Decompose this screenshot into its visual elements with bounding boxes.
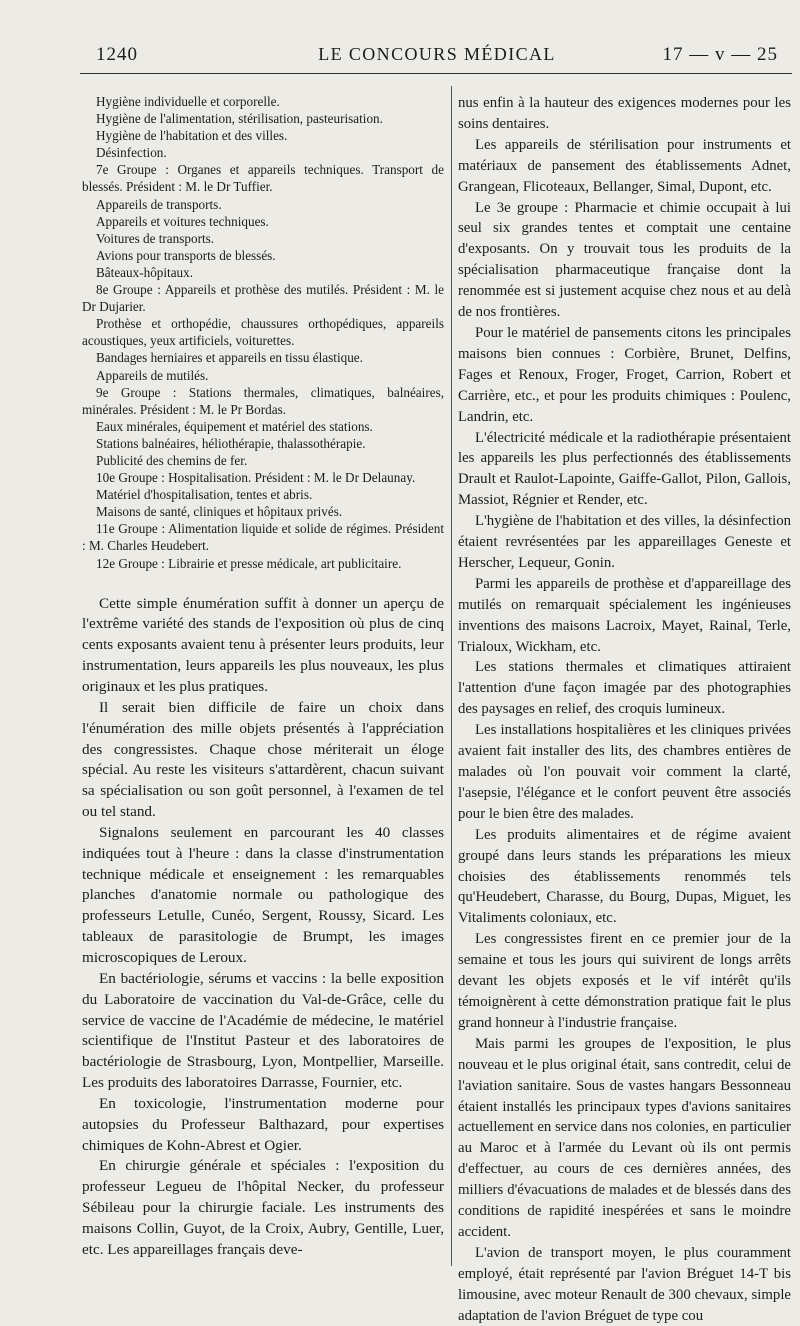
paragraph: En bactériologie, sérums et vaccins : la belle exposition du Laboratoire de vaccination du Val-de-Grâce, celle du service de vaccine de l'Académie de médecine, le matériel scientifique de l'Institut Pasteur et des laboratoires de bactériologie de Strasbourg, Lyon, Montpellier, Marseille. Les produits des laboratoires Darrasse, Fournier, etc.	[82, 969, 444, 1092]
list-item: Appareils de mutilés.	[96, 367, 209, 383]
group-heading: 8e Groupe : Appareils et prothèse des mutilés. Président : M. le Dr Dujarier.	[82, 282, 444, 315]
group-heading: 12e Groupe : Librairie et presse médicale, art publicitaire.	[96, 555, 402, 571]
header-rule	[80, 73, 792, 74]
list-item: Hygiène individuelle et corporelle.	[96, 94, 280, 109]
list-item: Publicité des chemins de fer.	[96, 452, 248, 468]
list-item: Eaux minérales, équipement et matériel des stations.	[96, 418, 373, 434]
paragraph: En toxicologie, l'instrumentation moderne pour autopsies du Professeur Balthazard, pour expertises chimiques de Kohn-Abrest et Ogier.	[82, 1094, 444, 1154]
list-item: Maisons de santé, cliniques et hôpitaux privés.	[96, 504, 343, 520]
paragraph: Pour le matériel de pansements citons les principales maisons bien connues : Corbière, Brunet, Delfins, Fages et Renoux, Froger, Froget, Carrion, Robert et Carrière, etc., et pour les produits chimiques : Poulenc, Landrin, etc.	[458, 324, 791, 425]
exhibition-group-list	[82, 93, 444, 572]
paragraph: Les stations thermales et climatiques attiraient l'attention d'une façon imagée par des photographies des paysages en relief, des croquis lumineux.	[458, 659, 791, 718]
list-item: Matériel d'hospitalisation, tentes et abris.	[96, 487, 313, 503]
list-item: Bâteaux-hôpitaux.	[96, 264, 194, 280]
paragraph: Les installations hospitalières et les cliniques privées avaient fait installer des lits, des chambres entières de malades où l'on pouvait voir comment la clarté, l'asepsie, l'élégance et le confort peuvent être associés pour le bien être des malades.	[458, 722, 791, 822]
list-item: Hygiène de l'alimentation, stérilisation, pasteurisation.	[96, 111, 383, 127]
list-item: Hygiène de l'habitation et des villes.	[96, 128, 288, 144]
paragraph: L'hygiène de l'habitation et des villes, la désinfection étaient revrésentées par les appareillages Geneste et Herscher, Lequeur, Gonin.	[458, 513, 791, 571]
right-column	[458, 93, 791, 1326]
page-number: 1240	[96, 44, 138, 65]
paragraph: Cette simple énumération suffit à donner un aperçu de l'extrême variété des stands de l'exposition où plus de cinq cents exposants avaient tenu à présenter leurs produits, leur instrumentation, leurs appareils les plus nouveaux, les plus originaux et les plus pratiques.	[82, 594, 444, 695]
paragraph: Signalons seulement en parcourant les 40 classes indiquées tout à l'heure : dans la classe d'instrumentation technique médicale et enseignement : les remarquables planches d'anatomie normale ou pathologique des professeurs Letulle, Cunéo, Sergent, Roussy, Sicard. Les tableaux de parasitologie de Brumpt, les images microscopiques de Leroux.	[82, 823, 444, 966]
group-heading: 9e Groupe : Stations thermales, climatiques, balnéaires, minérales. Président : M. le Pr Bordas.	[82, 384, 444, 417]
list-item: Bandages herniaires et appareils en tissu élastique.	[96, 350, 363, 366]
article-body-left	[82, 594, 444, 1261]
journal-title: LE CONCOURS MÉDICAL	[318, 44, 556, 64]
paragraph: Les produits alimentaires et de régime avaient groupé dans leurs stands les préparations les mieux choisies des établissements renommés tels qu'Heudebert, Charasse, du Bourg, Dupas, Miguet, les Vitaliments coloniaux, etc.	[458, 826, 791, 927]
column-divider	[451, 86, 452, 1266]
paragraph: L'avion de transport moyen, le plus couramment employé, était représenté par l'avion Bréguet 14-T bis limousine, avec moteur Renault de 300 chevaux, simple adaptation de l'avion Bréguet de type cou	[458, 1244, 791, 1324]
paragraph: Les appareils de stérilisation pour instruments et matériaux de pansement des établissements Adnet, Grangean, Flicoteaux, Bellanger, Simal, Dupont, etc.	[458, 136, 791, 195]
group-heading: 10e Groupe : Hospitalisation. Président : M. le Dr Delaunay.	[96, 470, 416, 486]
paragraph: Le 3e groupe : Pharmacie et chimie occupait à lui seul six grandes tentes et comptait une centaine d'exposants. On y trouvait tous les produits de la spécialisation pharmaceutique française dont la renommée est si justement acquise chez nous et au delà de nos frontières.	[458, 199, 791, 321]
paragraph: Il serait bien difficile de faire un choix dans l'énumération des mille objets présentés à l'appréciation des congressistes. Chaque chose mériterait un éloge spécial. Au reste les visiteurs s'attardèrent, chacun suivant sa spécialisation ou son goût personnel, à l'examen de tel ou tel stand.	[82, 698, 444, 821]
left-column	[82, 93, 444, 1261]
paragraph: Mais parmi les groupes de l'exposition, le plus nouveau et le plus original était, sans contredit, celui de l'aviation sanitaire. Sous de vastes hangars Bessonneau étaient installés les principaux types d'avions sanitaires actuellement en service dans nos colonies, en particulier au Maroc et à l'armée du Levant où ils ont permis d'effectuer, au cours de ces dernières années, des milliers d'évacuations de malades et de blessés dans des conditions de rapidité inespérées et sans le moindre accident.	[458, 1035, 791, 1240]
group-heading: 11e Groupe : Alimentation liquide et solide de régimes. Président : M. Charles Heudebert.	[82, 521, 444, 554]
paragraph: Parmi les appareils de prothèse et d'appareillage des mutilés on remarquait spécialement les ingénieuses inventions des maisons Lacroix, Mayet, Rainal, Terle, Trialoux, Wickham, etc.	[458, 575, 791, 655]
paragraph: L'électricité médicale et la radiothérapie présentaient les appareils les plus perfectionnés des établissements Drault et Raulot-Lapointe, Gaiffe-Gallot, Pilon, Gallois, Massiot, Régnier et Render, etc.	[458, 429, 791, 509]
issue-date: 17 — v — 25	[662, 44, 778, 65]
paragraph: Les congressistes firent en ce premier jour de la semaine et tous les jours qui suivirent de longs arrêts devant les objets exposés et le vif intérêt qu'ils témoignèrent à cette démonstration pratique fait le plus grand honneur à l'industrie française.	[458, 931, 791, 1031]
list-item: Appareils de transports.	[96, 196, 222, 212]
list-item: Appareils et voitures techniques.	[96, 213, 269, 229]
list-item: Stations balnéaires, héliothérapie, thalassothérapie.	[96, 435, 366, 451]
group-heading: 7e Groupe : Organes et appareils techniques. Transport de blessés. Président : M. le Dr Tuffier.	[82, 162, 444, 195]
page-header	[96, 44, 778, 72]
paragraph: En chirurgie générale et spéciales : l'exposition du professeur Legueu de l'hôpital Necker, du professeur Sébileau pour la chirurgie faciale. Les instruments des maisons Collin, Guyot, de la Croix, Aubry, Gentille, Luer, etc. Les appareillages français deve-	[82, 1157, 444, 1258]
list-item: Avions pour transports de blessés.	[96, 247, 276, 263]
list-item: Voitures de transports.	[96, 230, 215, 246]
list-item: Prothèse et orthopédie, chaussures orthopédiques, appareils acoustiques, yeux artificiels, voiturettes.	[82, 316, 444, 349]
list-item: Désinfection.	[96, 145, 167, 161]
paragraph: nus enfin à la hauteur des exigences modernes pour les soins dentaires.	[458, 95, 791, 132]
